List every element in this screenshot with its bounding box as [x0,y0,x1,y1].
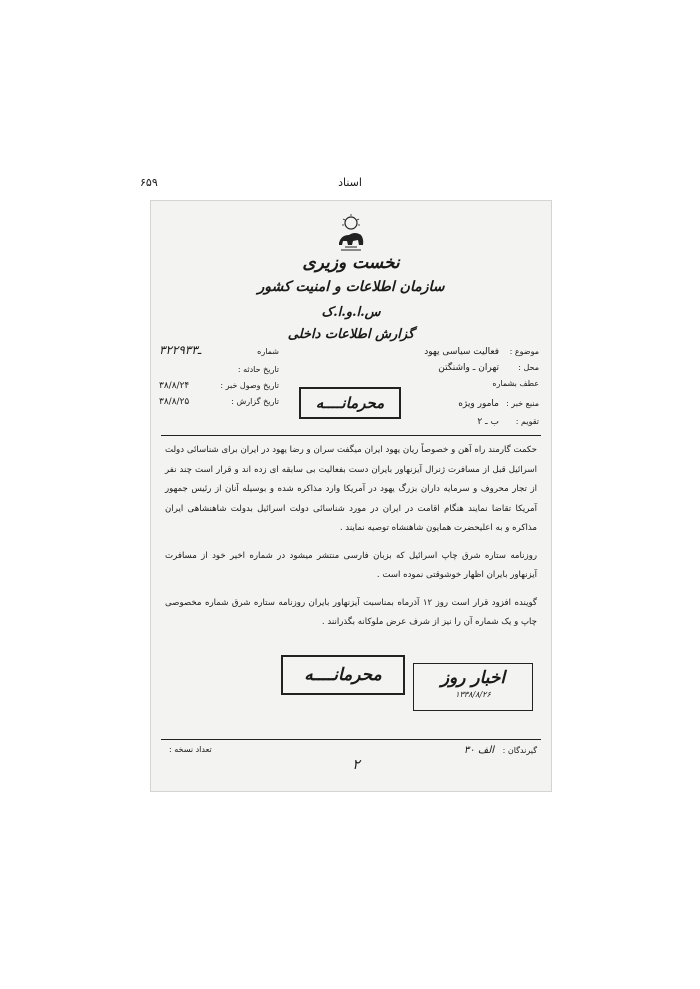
letterhead-organization: سازمان اطلاعات و امنیت کشور [257,279,445,295]
footer-recipients [464,745,537,756]
archive-stamp [413,663,533,711]
recipients-value: الف ۳۰ [463,745,495,756]
meta-received-date: تاریخ وصول خبر : ۳۸/۸/۲۴ [159,381,279,391]
meta-subject: موضوع : فعالیت سیاسی یهود [424,347,539,357]
body-paragraph-3: گوینده افزود قرار است روز ۱۲ آذرماه بمناسبت آیزنهاور بایران روزنامه ستاره شرق شماره مخصوصی چاپ و یک شماره آن را نیز از شرف عرض ملوکانه بگذرانند . [165,597,537,627]
lion-and-sun-emblem-icon [331,213,371,253]
footer-divider [161,739,541,740]
archive-stamp-date: ۱۳۳۸/۸/۲۶ [455,690,491,699]
book-header [0,172,700,196]
letterhead-ministry: نخست وزیری [302,253,400,273]
footer-copies [169,745,212,754]
meta-location: محل : تهران ـ واشنگتن [438,363,539,373]
classification-stamp-bottom: محرمانــــه [281,655,405,695]
book-title: اسناد [338,176,362,189]
archive-stamp-title: اخبار روز [440,668,506,688]
letterhead-report-type: گزارش اطلاعات داخلی [287,327,415,342]
report-body [165,441,537,641]
body-paragraph-1: حکمت گارمند راه آهن و خصوصاً ریان یهود ایران میگفت سران و رضا یهود در ایران برای شناسائی دولت اسرائیل قبل از مسافرت ژنرال آیزنهاور بایران دست بفعالیت بی سابقه ای زده اند و قرار است چند نفر از تجار محروف و سرمایه داران بزرگ یهود در آمریکا وارد مذاکره شده و بوسیله آنان از رئیس جمهور آمریکا تقاضا نمایند هنگام اقامت در ایران در مورد شناسائی دولت اسرائیل بدولت شاهنشاهی ایران مذاکره و به اعلیحضرت همایون شاهنشاه توصیه نمایند . [165,445,537,533]
header-divider [161,435,541,436]
letterhead-acronym: س.ا.و.ا.ک [321,305,381,320]
meta-number: شماره ۳۲۲۹ـ۳۳ [159,343,279,357]
scanned-document [150,200,552,792]
handwritten-note: ۲ [352,757,360,773]
copies-label: تعداد نسخه : [169,745,212,754]
body-paragraph-2: روزنامه ستاره شرق چاپ اسرائیل که بزبان فارسی منتشر میشود در شماره اخیر خود از مسافرت آیزنهاور بایران اظهار خوشوقتی نموده است . [165,550,537,580]
page-number: ۶۵۹ [140,176,158,189]
meta-evaluation: تقویم : ب ـ ۲ [477,417,539,427]
meta-source: منبع خبر : مامور ویژه [458,399,539,409]
meta-reference: عطف بشماره [492,379,539,388]
recipients-label: گیرندگان : [502,746,537,755]
meta-incident-date: تاریخ حادثه : [237,365,279,374]
classification-stamp-top: محرمانــــه [299,387,401,419]
meta-report-date: تاریخ گزارش : ۳۸/۸/۲۵ [159,397,279,407]
